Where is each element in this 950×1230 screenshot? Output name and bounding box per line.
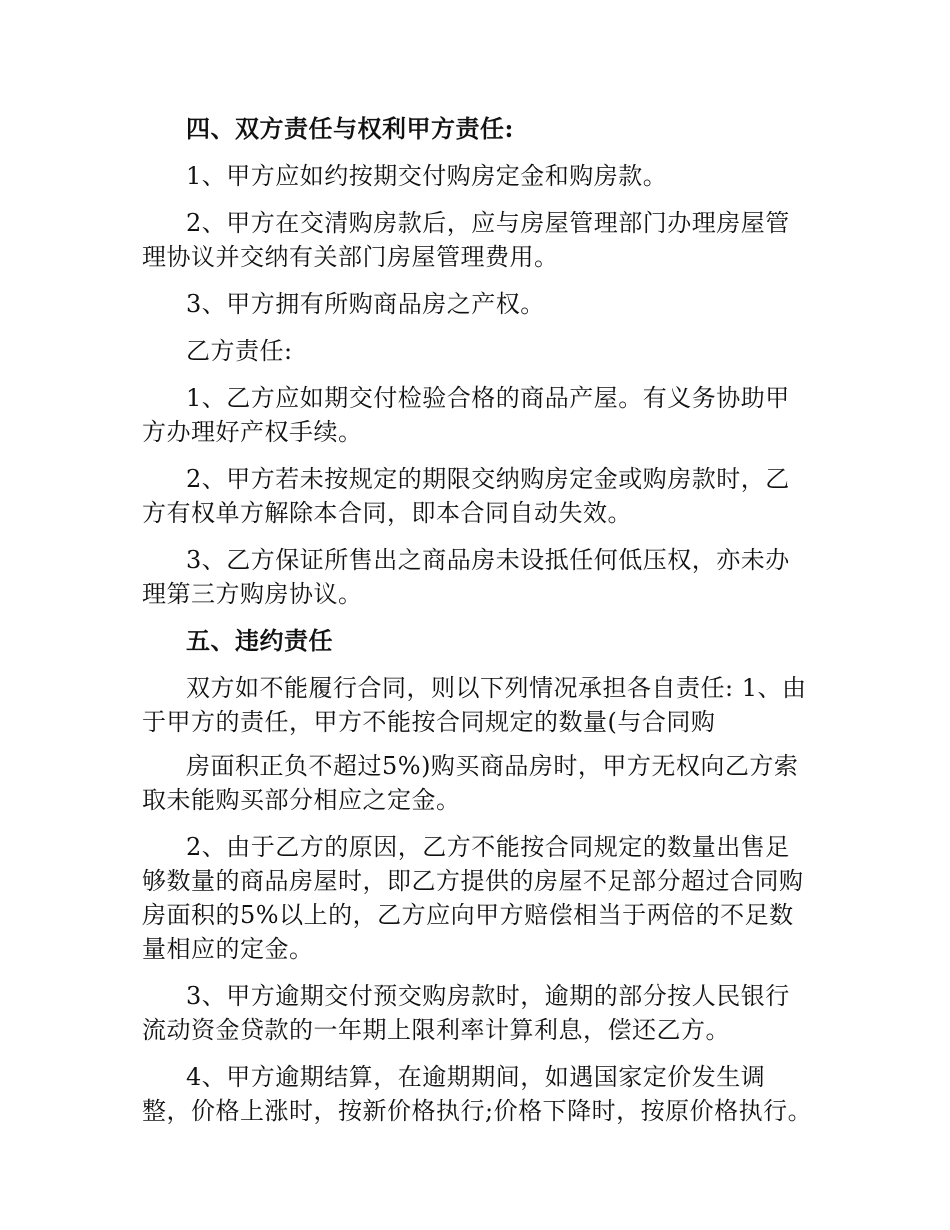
party-b-clause-3: 3、乙方保证所售出之商品房未设抵任何低压权，亦未办理第三方购房协议。 xyxy=(142,546,790,608)
section-heading-breach: 五、违约责任 xyxy=(186,626,333,655)
breach-intro-continuation: 房面积正负不超过5%)购买商品房时，甲方无权向乙方索取未能购买部分相应之定金。 xyxy=(142,752,799,814)
party-b-clause-2: 2、甲方若未按规定的期限交纳购房定金或购房款时，乙方有权单方解除本合同，即本合同自动失效。 xyxy=(142,465,790,527)
breach-clause-4: 4、甲方逾期结算，在逾期期间，如遇国家定价发生调整，价格上涨时，按新价格执行;价格下降时，按原价格执行。 xyxy=(142,1063,813,1125)
party-b-clause-1: 1、乙方应如期交付检验合格的商品产屋。有义务协助甲方办理好产权手续。 xyxy=(142,384,790,446)
party-a-clause-2: 2、甲方在交清购房款后，应与房屋管理部门办理房屋管理协议并交纳有关部门房屋管理费用。 xyxy=(142,209,790,271)
party-a-clause-3: 3、甲方拥有所购商品房之产权。 xyxy=(186,290,545,318)
breach-clause-2: 2、由于乙方的原因，乙方不能按合同规定的数量出售足够数量的商品房屋时，即乙方提供的房屋不足部分超过合同购房面积的5%以上的，乙方应向甲方赔偿相当于两倍的不足数量相应的定金。 xyxy=(142,833,804,963)
breach-clause-3: 3、甲方逾期交付预交购房款时，逾期的部分按人民银行流动资金贷款的一年期上限利率计算利息，偿还乙方。 xyxy=(142,982,790,1044)
breach-intro-paragraph: 双方如不能履行合同，则以下列情况承担各自责任: 1、由于甲方的责任，甲方不能按合同规定的数量(与合同购 xyxy=(142,674,807,736)
document-page xyxy=(142,112,814,1141)
section-heading-responsibilities: 四、双方责任与权利甲方责任: xyxy=(186,114,514,143)
party-b-subheading: 乙方责任: xyxy=(186,337,293,365)
party-a-clause-1: 1、甲方应如约按期交付购房定金和购房款。 xyxy=(186,162,668,190)
